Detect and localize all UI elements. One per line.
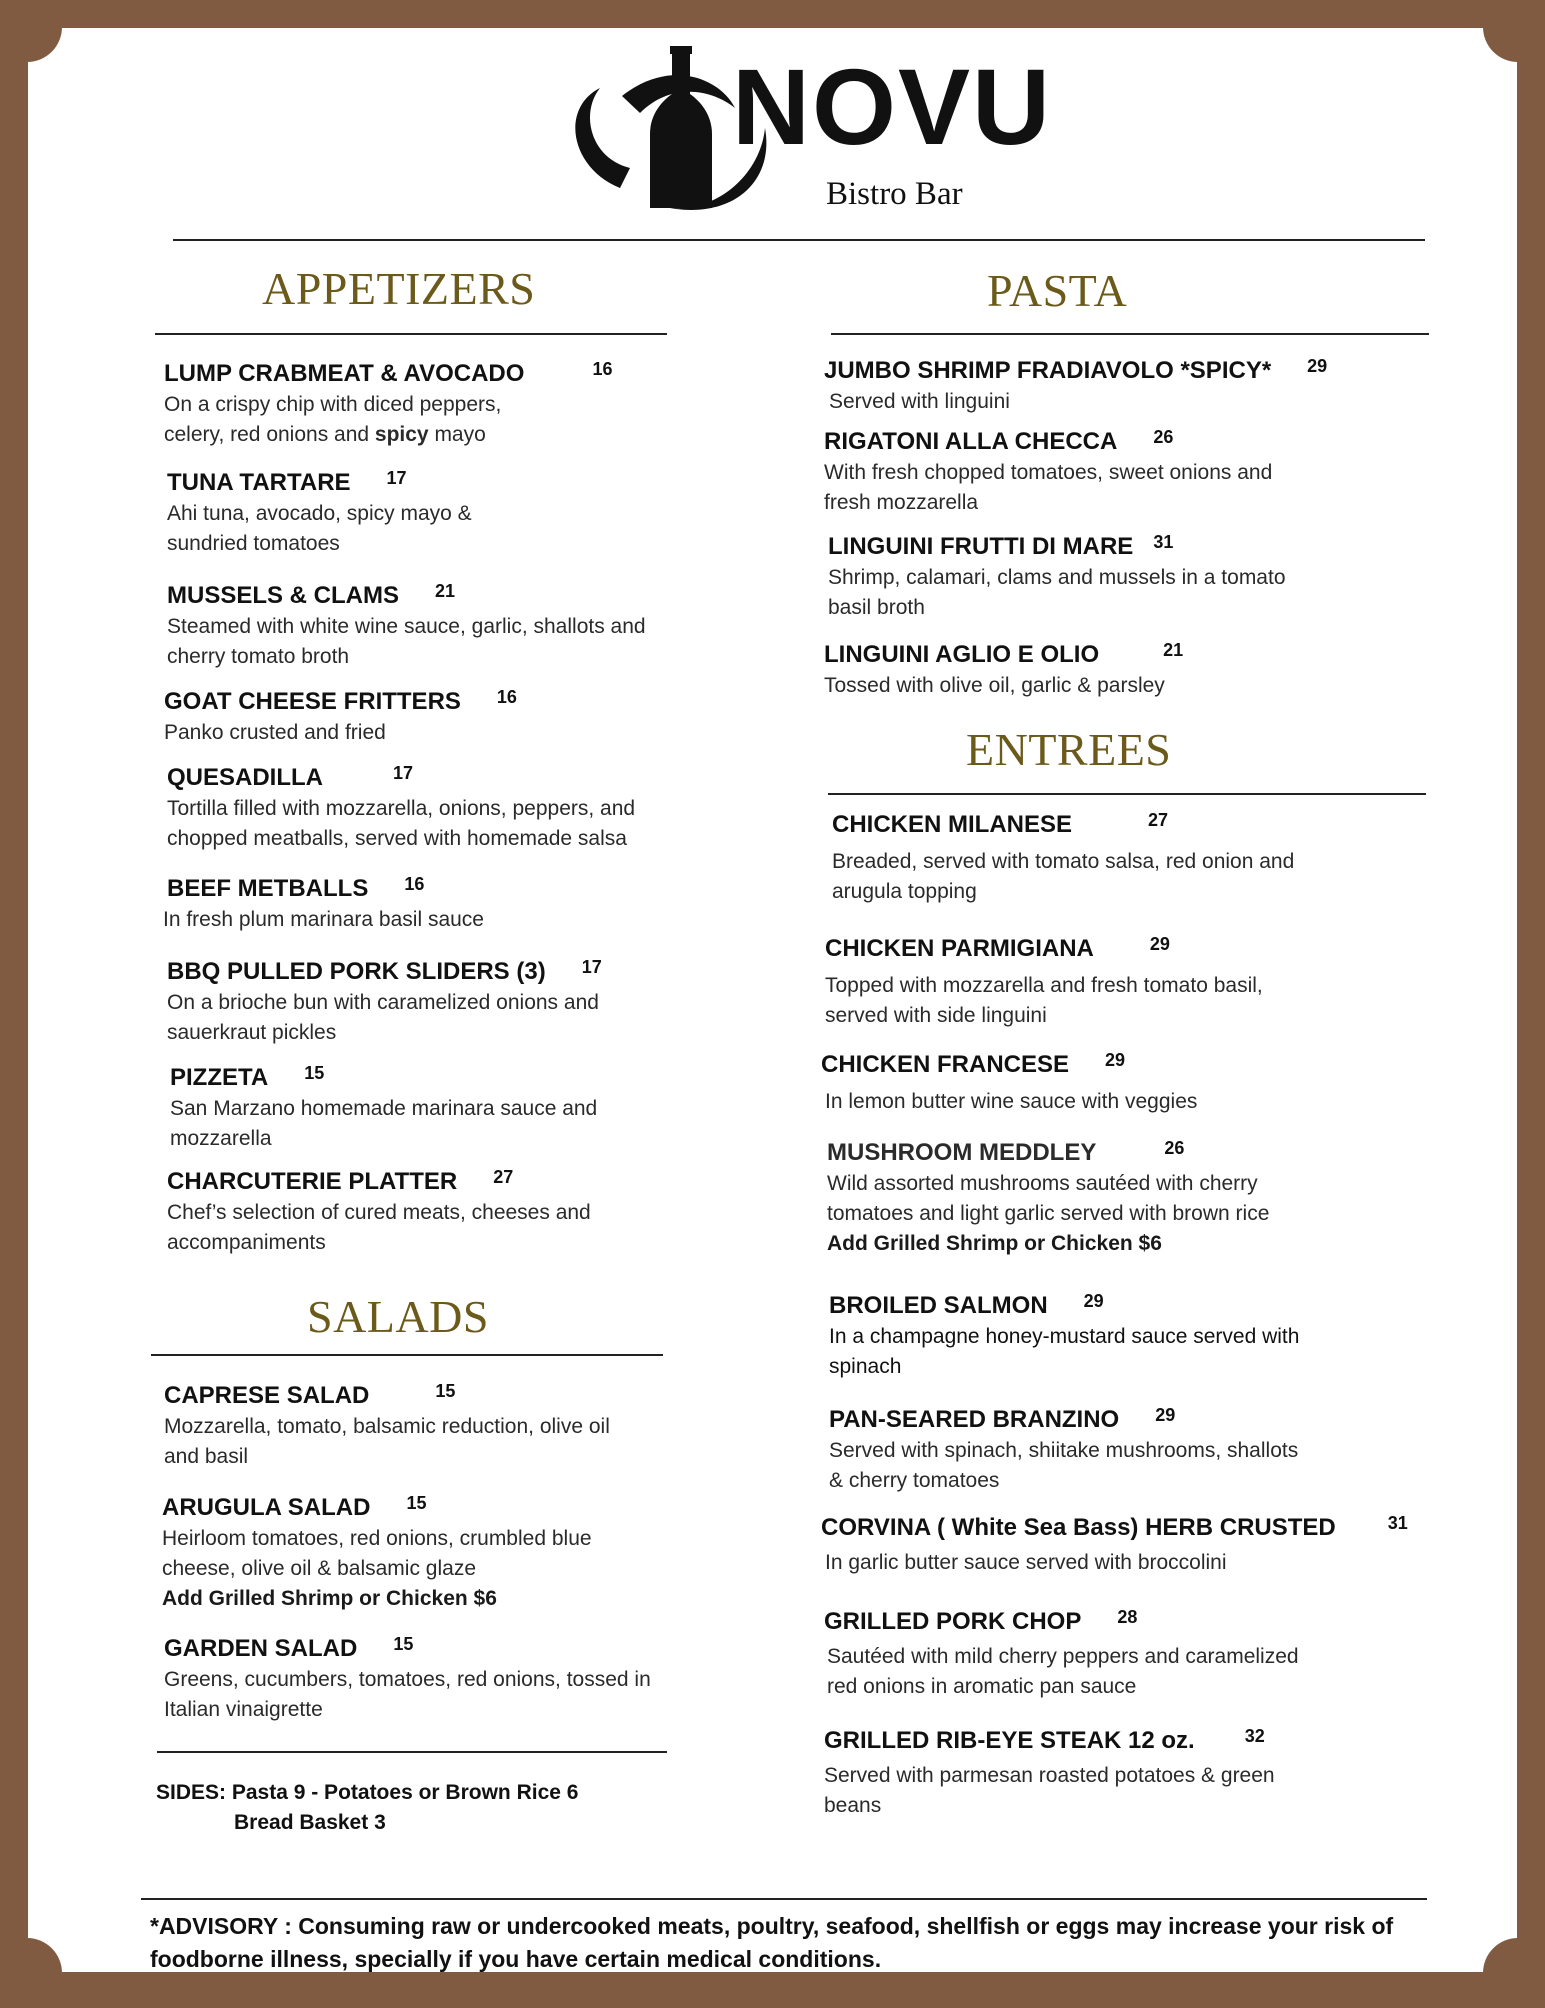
item-description: Heirloom tomatoes, red onions, crumbled blue cheese, olive oil & balsamic glaze [162, 1527, 592, 1580]
advisory-notice: *ADVISORY : Consuming raw or undercooked meats, poultry, seafood, shellfish or eggs may increase your risk of foodborne illness, specially if you have certain medical conditions. [150, 1913, 1394, 1972]
menu-item [828, 533, 1318, 623]
item-price: 15 [435, 1381, 456, 1401]
entrees-title: ENTREES [966, 724, 1172, 775]
sides-block [156, 1778, 578, 1838]
item-price: 26 [1153, 427, 1174, 447]
item-price: 15 [393, 1634, 414, 1654]
item-price: 21 [1163, 640, 1184, 660]
item-description: Topped with mozzarella and fresh tomato basil, served with side linguini [825, 974, 1263, 1027]
menu-item [164, 360, 664, 450]
item-price: 29 [1155, 1405, 1176, 1425]
item-price: 16 [592, 359, 613, 379]
item-addon: Add Grilled Shrimp or Chicken $6 [827, 1232, 1162, 1255]
item-name: GRILLED PORK CHOP [824, 1608, 1082, 1635]
menu-item [167, 469, 547, 559]
item-name: LINGUINI FRUTTI DI MARE [828, 533, 1134, 560]
item-description: Shrimp, calamari, clams and mussels in a tomato basil broth [828, 566, 1286, 619]
item-name: PAN-SEARED BRANZINO [829, 1406, 1120, 1433]
menu-item [829, 1292, 1319, 1382]
sides-line: SIDES: Pasta 9 - Potatoes or Brown Rice 6 [156, 1781, 579, 1804]
item-price: 16 [404, 874, 425, 894]
menu-item [824, 1608, 1314, 1702]
brand-subtitle: Bistro Bar [826, 176, 963, 212]
salads-title: SALADS [307, 1291, 489, 1342]
item-description: With fresh chopped tomatoes, sweet onions and fresh mozzarella [824, 461, 1273, 514]
item-price: 26 [1164, 1138, 1185, 1158]
item-description: In lemon butter wine sauce with veggies [825, 1090, 1198, 1113]
item-description: Served with spinach, shiitake mushrooms, shallots & cherry tomatoes [829, 1439, 1299, 1492]
salads-divider [151, 1354, 663, 1356]
item-price: 17 [393, 763, 414, 783]
menu-item [825, 935, 1325, 1031]
item-price: 17 [386, 468, 407, 488]
item-name: RIGATONI ALLA CHECCA [824, 428, 1118, 455]
item-name: PIZZETA [170, 1064, 269, 1091]
pasta-title: PASTA [987, 265, 1128, 316]
item-name: CHICKEN PARMIGIANA [825, 935, 1094, 962]
item-name: TUNA TARTARE [167, 469, 351, 496]
item-description: Served with parmesan roasted potatoes & green beans [824, 1764, 1275, 1817]
item-name: GOAT CHEESE FRITTERS [164, 688, 461, 715]
item-description: Steamed with white wine sauce, garlic, shallots and cherry tomato broth [167, 615, 646, 668]
advisory-divider [141, 1898, 1427, 1900]
item-name: ARUGULA SALAD [162, 1494, 371, 1521]
item-price: 29 [1307, 356, 1328, 376]
item-price: 21 [435, 581, 456, 601]
menu-item [164, 1382, 614, 1472]
item-name: MUSSELS & CLAMS [167, 582, 400, 609]
appetizers-title: APPETIZERS [262, 263, 536, 314]
header-divider [173, 239, 1425, 241]
sides-line: Bread Basket 3 [234, 1811, 386, 1834]
corner-notch [0, 1938, 62, 2008]
brand-logo [560, 18, 1053, 218]
item-name: BROILED SALMON [829, 1292, 1048, 1319]
menu-item [824, 357, 1364, 417]
item-name: GRILLED RIB-EYE STEAK 12 oz. [824, 1727, 1195, 1754]
menu-item [167, 764, 667, 854]
menu-item [829, 1406, 1309, 1496]
menu-item [821, 1514, 1421, 1578]
item-description: On a brioche bun with caramelized onions and sauerkraut pickles [167, 991, 599, 1044]
menu-item [164, 1635, 674, 1725]
item-description: San Marzano homemade marinara sauce and mozzarella [170, 1097, 598, 1150]
item-description: Tortilla filled with mozzarella, onions, peppers, and chopped meatballs, served with homemade salsa [167, 797, 636, 850]
item-name: CHICKEN MILANESE [832, 811, 1073, 838]
item-price: 17 [581, 957, 602, 977]
item-description: Greens, cucumbers, tomatoes, red onions, tossed in Italian vinaigrette [164, 1668, 651, 1721]
item-description: Tossed with olive oil, garlic & parsley [824, 674, 1165, 697]
menu-item [167, 1168, 657, 1258]
item-description: In garlic butter sauce served with broccolini [825, 1551, 1227, 1574]
item-description: Mozzarella, tomato, balsamic reduction, olive oil and basil [164, 1415, 610, 1468]
item-description: Sautéed with mild cherry peppers and caramelized red onions in aromatic pan sauce [827, 1645, 1299, 1698]
item-description: Ahi tuna, avocado, spicy mayo & sundried tomatoes [167, 502, 472, 555]
menu-item [824, 641, 1324, 701]
menu-item [164, 688, 664, 748]
menu-item [163, 875, 663, 935]
item-name: MUSHROOM MEDDLEY [827, 1139, 1097, 1166]
item-name: BEEF METBALLS [167, 875, 369, 902]
menu-item [167, 958, 667, 1048]
menu-item [832, 811, 1342, 907]
item-price: 31 [1387, 1513, 1408, 1533]
entrees-divider [828, 793, 1426, 795]
menu-item [170, 1064, 600, 1154]
item-description: Wild assorted mushrooms sautéed with cherry tomatoes and light garlic served with brown rice [827, 1172, 1270, 1225]
corner-notch [0, 0, 62, 62]
brand-name: NOVU [732, 46, 1053, 167]
item-name: CHICKEN FRANCESE [821, 1051, 1070, 1078]
item-price: 28 [1117, 1607, 1138, 1627]
item-price: 27 [1148, 810, 1169, 830]
item-price: 31 [1153, 532, 1174, 552]
menu-item [827, 1139, 1337, 1259]
item-description: On a crispy chip with diced peppers, celery, red onions and spicy mayo [164, 393, 502, 446]
item-price: 32 [1244, 1726, 1265, 1746]
item-description: Panko crusted and fried [164, 721, 386, 744]
item-description: Chef’s selection of cured meats, cheeses and accompaniments [167, 1201, 591, 1254]
item-addon: Add Grilled Shrimp or Chicken $6 [162, 1587, 497, 1610]
item-name: QUESADILLA [167, 764, 323, 791]
item-price: 29 [1083, 1291, 1104, 1311]
item-name: BBQ PULLED PORK SLIDERS (3) [167, 958, 546, 985]
item-description: In fresh plum marinara basil sauce [163, 908, 484, 931]
item-name: CAPRESE SALAD [164, 1382, 370, 1409]
item-name: JUMBO SHRIMP FRADIAVOLO *SPICY* [824, 357, 1272, 384]
item-description: Served with linguini [829, 390, 1010, 413]
item-price: 27 [493, 1167, 514, 1187]
item-name: LINGUINI AGLIO E OLIO [824, 641, 1100, 668]
item-description: In a champagne honey-mustard sauce served with spinach [829, 1325, 1300, 1378]
item-price: 15 [406, 1493, 427, 1513]
pasta-divider [831, 333, 1429, 335]
item-price: 16 [496, 687, 517, 707]
item-price: 15 [304, 1063, 325, 1083]
corner-notch [1483, 1938, 1545, 2008]
corner-notch [1483, 0, 1545, 62]
menu-item [167, 582, 667, 672]
appetizers-divider [155, 333, 667, 335]
item-name: GARDEN SALAD [164, 1635, 358, 1662]
menu-item [821, 1051, 1331, 1117]
item-name: LUMP CRABMEAT & AVOCADO [164, 360, 525, 387]
item-name: CORVINA ( White Sea Bass) HERB CRUSTED [821, 1514, 1336, 1541]
item-name: CHARCUTERIE PLATTER [167, 1168, 458, 1195]
menu-item [824, 1727, 1334, 1821]
item-description: Breaded, served with tomato salsa, red onion and arugula topping [832, 850, 1295, 903]
item-price: 29 [1105, 1050, 1126, 1070]
item-price: 29 [1149, 934, 1170, 954]
menu-item [824, 428, 1324, 518]
salads-bottom-divider [157, 1751, 667, 1753]
menu-item [162, 1494, 612, 1614]
